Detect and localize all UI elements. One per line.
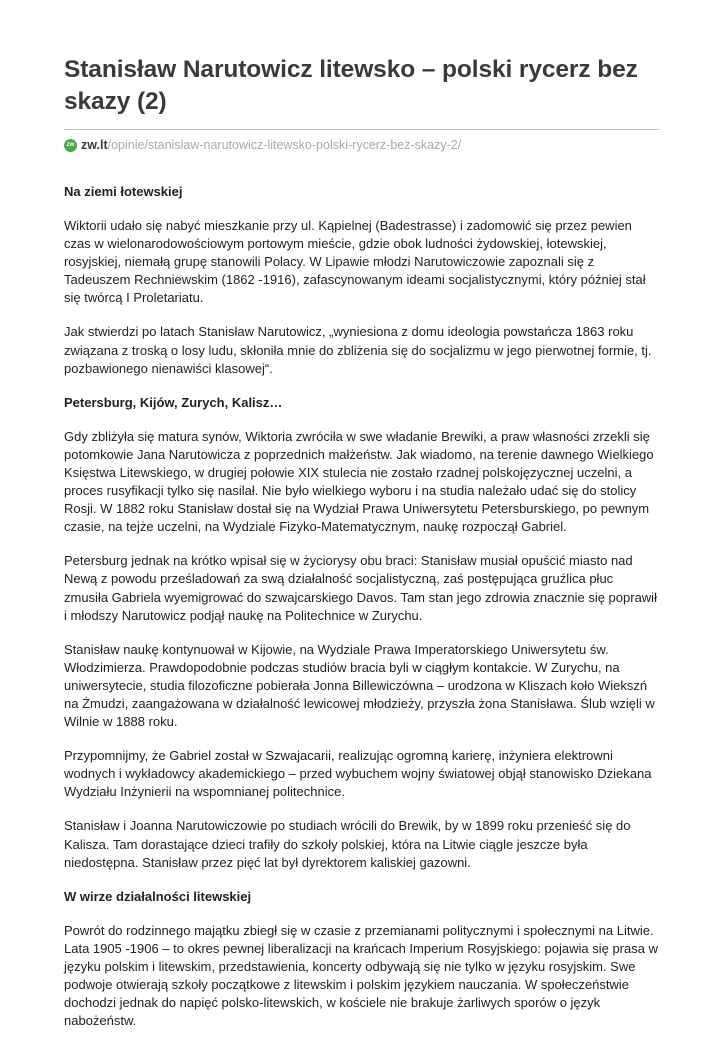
paragraph: Stanisław naukę kontynuował w Kijowie, na Wydziale Prawa Imperatorskiego Uniwersytetu św. Włodzimierza. Prawdopodobnie podczas studiów bracia byli w ciągłym kontakcie. W Zurychu, na uniwersytecie, studia filozoficzne pobierała Jonna Billewiczówna – urodzona w Kliszach koło Wiekszń na Żmudzi, zaangażowana w działalność lewicowej młodzieży, przyszła żona Stanisława. Ślub wzięli w Wilnie w 1888 roku.	[64, 641, 655, 730]
source-path[interactable]: /opinie/stanislaw-narutowicz-litewsko-polski-rycerz-bez-skazy-2/	[107, 138, 462, 152]
section-heading: W wirze działalności litewskiej	[64, 888, 252, 904]
page-title: Stanisław Narutowicz litewsko – polski rycerz bez skazy (2)	[64, 56, 638, 115]
paragraph: Gdy zbliżyła się matura synów, Wiktoria zwróciła w swe władanie Brewiki, a praw własności zrzekli się potomkowie Jana Narutowicza z poprzednich małżeństw. Jak wiadomo, na terenie dawnego Wielkiego Księstwa Litewskiego, w drugiej połowie XIX stulecia nie zostało rzadnej polskojęzycznej uczelni, a proces rusyfikacji tylko się nasilał. Nie było wielkiego wyboru i na studia należało udać się do stolicy Rosji. W 1882 roku Stanisław dostał się na Wydział Prawa Uniwersytetu Petersburskiego, po pewnym czasie, na tejże uczelni, na Wydziale Fizyko-Matematycznym, naukę rozpoczął Gabriel.	[64, 428, 654, 535]
paragraph: Stanisław i Joanna Narutowiczowie po studiach wrócili do Brewik, by w 1899 roku przenieść się do Kalisza. Tam dorastające dzieci trafiły do szkoły polskiej, która na Litwie ciągle jeszcze była niedostępna. Stanisław przez pięć lat był dyrektorem kaliskiej gazowni.	[64, 818, 631, 870]
paragraph: Petersburg jednak na krótko wpisał się w życiorysy obu braci: Stanisław musiał opuścić miasto nad Newą z powodu prześladowań za swą działalność socjalistyczną, zaś postępująca gruźlica płuc zmusiła Gabriela wyemigrować do szwajcarskiego Davos. Tam stan jego zdrowia znacznie się poprawił i młodszy Narutowicz podjął naukę na Politechnice w Zurychu.	[64, 553, 657, 623]
section-heading: Petersburg, Kijów, Zurych, Kalisz…	[64, 394, 283, 410]
paragraph: Jak stwierdzi po latach Stanisław Narutowicz, „wyniesiona z domu ideologia powstańcza 1863 roku związana z troską o losy ludu, skłoniła mnie do zbliżenia się do socjalizmu w jego pierwotnej formie, tj. pozbawionego nienawiści klasowej“.	[64, 324, 652, 376]
source-link[interactable]	[64, 137, 660, 153]
source-domain[interactable]: zw.lt	[81, 138, 108, 152]
site-logo-icon: zw	[64, 139, 77, 152]
document-page	[64, 54, 660, 1046]
section-heading: Na ziemi łotewskiej	[64, 184, 183, 199]
title-divider	[64, 129, 660, 130]
paragraph: Wiktorii udało się nabyć mieszkanie przy ul. Kąpielnej (Badestrasse) i zadomowić się przez pewien czas w wielonarodowościowym portowym mieście, gdzie obok ludności żydowskiej, łotewskiej, rosyjskiej, niemałą grupę stanowili Polacy. W Lipawie młodzi Narutowiczowie zapoznali się z Tadeuszem Rechniewskim (1862 -1916), zafascynowanym ideami socjalistycznymi, który później stał się twórcą I Proletariatu.	[64, 218, 646, 306]
paragraph: Przypomnijmy, że Gabriel został w Szwajacarii, realizując ogromną karierę, inżyniera elektrowni wodnych i wykładowcy akademickiego – przed wybuchem wojny światowej objął stanowisko Dziekana Wydziału Inżynierii na wspomnianej politechnice.	[64, 748, 652, 800]
paragraph: Powrót do rodzinnego majątku zbiegł się w czasie z przemianami politycznymi i społecznymi na Litwie. Lata 1905 -1906 – to okres pewnej liberalizacji na krańcach Imperium Rosyjskiego: pojawia się prasa w języku polskim i litewskim, przedstawienia, koncerty odbywają się nie tylko w języku rosyjskim. Swe podwoje otwierają szkoły początkowe z litewskim i polskim językiem nauczania. W społeczeństwie dochodzi jednak do napięć polsko-litewskich, w kościele nie brakuje żarliwych sporów o język nabożeństw.	[64, 922, 658, 1029]
article-body	[64, 183, 660, 1030]
